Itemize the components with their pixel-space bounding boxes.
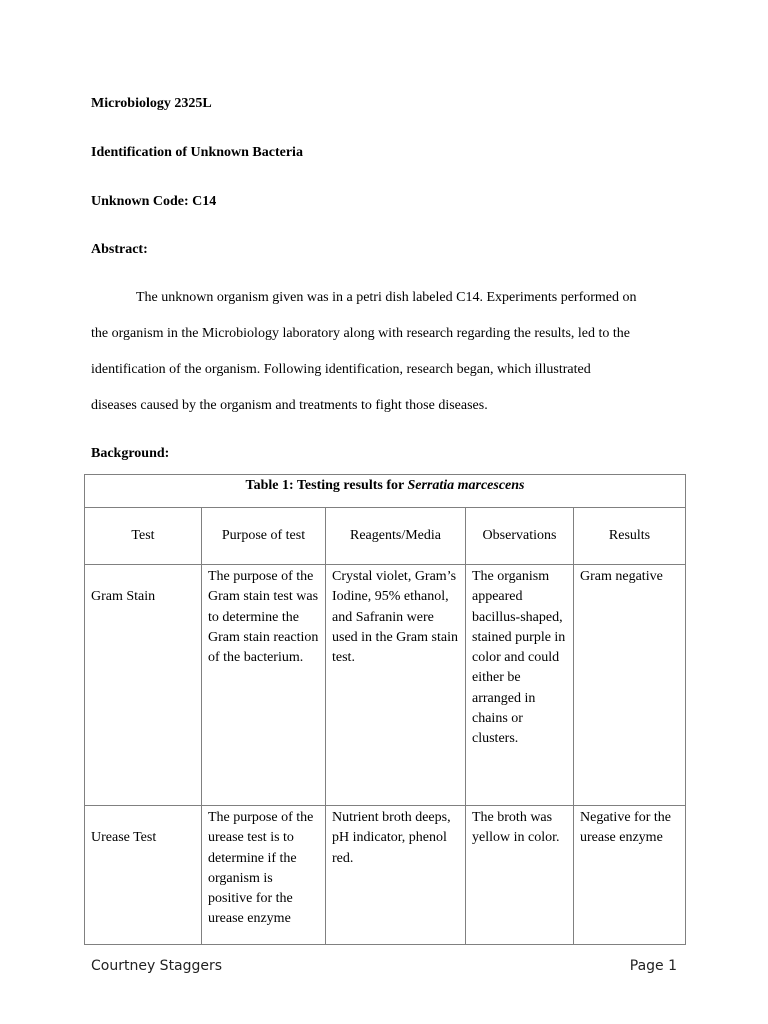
results-cell: Gram negative	[574, 565, 686, 806]
column-header: Reagents/Media	[326, 508, 466, 565]
footer-author: Courtney Staggers	[91, 958, 223, 974]
abstract-line: the organism in the Microbiology laboratory along with research regarding the results, led to the	[91, 326, 630, 341]
observations-cell: The organism appeared bacillus-shaped, stained purple in color and could either be arranged in chains or clusters.	[466, 565, 574, 806]
table-caption	[85, 475, 686, 508]
purpose-cell: The purpose of the urease test is to determine if the organism is positive for the urease enzyme	[202, 806, 326, 945]
table-caption-row	[85, 475, 686, 508]
column-header: Purpose of test	[202, 508, 326, 565]
table-caption-organism: Serratia marcescens	[407, 478, 525, 493]
abstract-heading: Abstract:	[91, 242, 148, 257]
footer-page-number: Page 1	[629, 958, 677, 974]
abstract-line: The unknown organism given was in a petri dish labeled C14. Experiments performed on	[136, 290, 637, 305]
column-header: Observations	[466, 508, 574, 565]
table-row	[85, 565, 686, 806]
reagents-cell: Nutrient broth deeps, pH indicator, phenol red.	[326, 806, 466, 945]
test-name-cell: Urease Test	[85, 806, 202, 945]
table-caption-prefix: Table 1: Testing results for	[245, 478, 408, 493]
results-table	[84, 474, 686, 945]
unknown-code: Unknown Code: C14	[91, 194, 217, 209]
background-heading: Background:	[91, 446, 170, 461]
abstract-line: identification of the organism. Following identification, research began, which illustrated	[91, 362, 591, 377]
observations-cell: The broth was yellow in color.	[466, 806, 574, 945]
purpose-cell: The purpose of the Gram stain test was to determine the Gram stain reaction of the bacterium.	[202, 565, 326, 806]
abstract-line: diseases caused by the organism and treatments to fight those diseases.	[91, 398, 488, 413]
table-row	[85, 806, 686, 945]
results-cell: Negative for the urease enzyme	[574, 806, 686, 945]
abstract-paragraph	[91, 280, 691, 424]
column-header: Test	[85, 508, 202, 565]
table-header-row	[85, 508, 686, 565]
reagents-cell: Crystal violet, Gram’s Iodine, 95% ethanol, and Safranin were used in the Gram stain test.	[326, 565, 466, 806]
course-title: Microbiology 2325L	[91, 96, 212, 111]
column-header: Results	[574, 508, 686, 565]
document-title: Identification of Unknown Bacteria	[91, 145, 303, 160]
test-name-cell: Gram Stain	[85, 565, 202, 806]
